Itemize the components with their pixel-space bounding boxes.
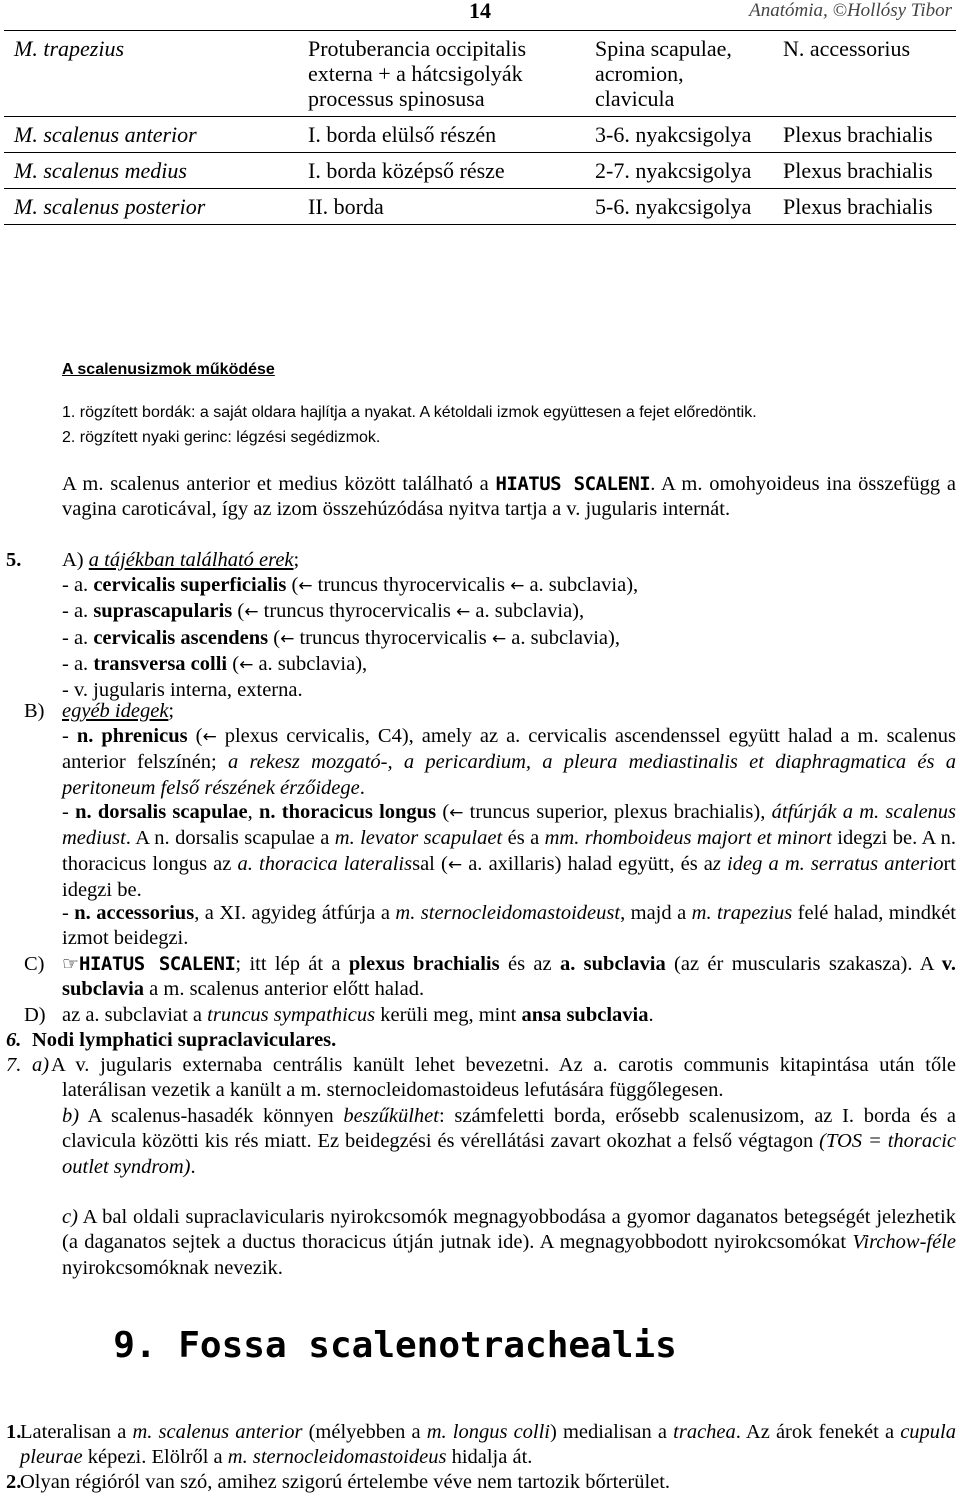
subtitle: a tájékban található erek — [88, 549, 294, 571]
muscle-cell: M. scalenus anterior — [4, 117, 298, 153]
section-9-item-1: Lateralisan a m. scalenus anterior (mélyebben a m. longus colli) medialisan a trachea. Az árok fenekét a cupula pleurae képezi. Elölről a m. sternocleidomastoideus hidalja át. — [20, 1421, 956, 1469]
arrow-left-icon: ← — [298, 576, 313, 596]
label: A) — [62, 549, 84, 571]
list-item: - v. jugularis interna, externa. — [62, 679, 303, 702]
arrow-left-icon: ← — [449, 803, 464, 823]
arrow-left-icon: ← — [244, 602, 259, 623]
item-5-c-paragraph: ☞HIATUS SCALENI; itt lép át a plexus brachialis és az a. subclavia (az ér muscularis szakasza). A v. subclavia a m. scalenus anterior előtt halad. — [62, 953, 956, 1001]
item-7-number: 7. — [6, 1054, 22, 1076]
insertion-cell: 2-7. nyakcsigolya — [585, 153, 773, 189]
insertion-cell: 3-6. nyakcsigolya — [585, 117, 773, 153]
muscle-cell: M. trapezius — [4, 31, 298, 117]
nerve-cell: Plexus brachialis — [773, 189, 956, 225]
item-5-d-paragraph: az a. subclaviat a truncus sympathicus kerüli meg, mint ansa subclavia. — [62, 1004, 654, 1026]
dorsalis-paragraph: - n. dorsalis scapulae, n. thoracicus longus (← truncus superior, plexus brachialis), átfúrják a m. scalenus mediust. A n. dorsalis scapulae a m. levator scapulaet és a mm. rhomboideus majort et minort idegzi be. A n. thoracicus longus az a. thoracica lateralissal (← a. axillaris) halad együtt, és az ideg a m. serratus anteriort idegzi be. — [62, 801, 957, 901]
hiatus-term: HIATUS SCALENI — [79, 953, 236, 975]
origin-cell: Protuberancia occipitalis externa + a hátcsigolyák processus spinosusa — [298, 31, 585, 117]
section-9-item-1-number: 1. — [6, 1421, 22, 1443]
item-6-number: 6. — [6, 1029, 22, 1051]
list-item: - a. transversa colli (← a. subclavia), — [62, 652, 368, 675]
function-item: 1. rögzített bordák: a saját oldara hajlítja a nyakat. A kétoldali izmok együttesen a fejet előredöntik. — [62, 404, 757, 421]
origin-cell: II. borda — [298, 189, 585, 225]
insertion-cell: 5-6. nyakcsigolya — [585, 189, 773, 225]
origin-cell: I. borda középső része — [298, 153, 585, 189]
text-run: . A m. omohyoideus ina összefügg a vagina caroticával, így az izom összehúzódása nyitva tartja a v. jugularis internát. — [62, 473, 956, 521]
item-7-a-paragraph: A v. jugularis externaba centrális kanült lehet bevezetni. Az a. carotis communis kitapintása után tőle laterálisan vezetik a kanült a m. sternocleidomastoideus lefutására függőlegesen. — [51, 1054, 956, 1102]
item-5-a-heading — [62, 548, 956, 573]
muscle-table — [4, 30, 956, 225]
table-row — [4, 117, 956, 153]
list-item: - a. cervicalis ascendens (← truncus thyrocervicalis ← a. subclavia), — [62, 626, 620, 649]
item-5-d-label: D) — [24, 1004, 46, 1026]
function-heading: A scalenusizmok működése — [62, 361, 275, 378]
item-7-b-paragraph: b) A scalenus-hasadék könnyen beszűkülhet: számfeletti borda, erősebb scalenusizom, az I. borda és a clavicula közötti kis rés miatt. Ez beidegzési és vérellátási zavart okozhat a felső végtagon (TOS = thoracic outlet syndrom). — [62, 1105, 957, 1178]
item-7-a-label: a) — [32, 1054, 50, 1076]
origin-cell: I. borda elülső részén — [298, 117, 585, 153]
item-5-b-heading: egyéb idegek; — [62, 700, 175, 722]
table-row — [4, 31, 956, 117]
arrow-left-icon: ← — [491, 628, 507, 649]
item-5-b-label: B) — [24, 700, 45, 722]
text-run: ; — [293, 549, 300, 571]
pointing-hand-icon: ☞ — [62, 953, 80, 975]
page-number: 14 — [469, 0, 491, 23]
section-title: 9. Fossa scalenotrachealis — [113, 1325, 677, 1366]
nerve-cell: Plexus brachialis — [773, 153, 956, 189]
arrow-left-icon: ← — [239, 654, 254, 675]
vessel-list — [62, 573, 956, 703]
table-row — [4, 189, 956, 225]
item-6-text: Nodi lymphatici supraclaviculares. — [32, 1029, 337, 1051]
item-5-number: 5. — [6, 549, 22, 571]
function-list — [62, 400, 757, 450]
nerve-cell: Plexus brachialis — [773, 117, 956, 153]
arrow-left-icon: ← — [280, 628, 295, 649]
muscle-cell: M. scalenus medius — [4, 153, 298, 189]
table-row — [4, 153, 956, 189]
arrow-left-icon: ← — [510, 576, 525, 596]
hiatus-term: HIATUS SCALENI — [495, 473, 651, 495]
text-run: A m. scalenus anterior et medius között található a — [62, 473, 496, 495]
hiatus-paragraph — [62, 472, 956, 523]
phrenicus-paragraph: - n. phrenicus (← plexus cervicalis, C4), amely az a. cervicalis ascendenssel együtt halad a m. scalenus anterior felszínén; a rekesz mozgató-, a pericardium, a pleura mediastinalis et diaphragmatica és a peritoneum felső részének érzőidege. — [62, 725, 957, 799]
list-item: - a. cervicalis superficialis (← truncus thyrocervicalis ← a. subclavia), — [62, 574, 639, 596]
item-7-c-paragraph: c) A bal oldali supraclavicularis nyirokcsomók megnagyobbodása a gyomor daganatos betegségét jelezhetik (a daganatos sejtek a ductus thoracicus útján jutnak ide). A megnagyobbodott nyirokcsomókat Virchow-féle nyirokcsomóknak nevezik. — [62, 1206, 956, 1279]
running-head: Anatómia, ©Hollósy Tibor — [749, 0, 952, 21]
list-item: - a. suprascapularis (← truncus thyrocervicalis ← a. subclavia), — [62, 600, 585, 623]
arrow-left-icon: ← — [447, 854, 463, 875]
arrow-left-icon: ← — [202, 727, 217, 747]
arrow-left-icon: ← — [456, 602, 471, 623]
section-9-item-2: Olyan régióról van szó, amihez szigorú értelembe véve nem tartozik bőrterület. — [20, 1471, 671, 1493]
section-9-item-2-number: 2. — [6, 1471, 22, 1493]
insertion-cell: Spina scapulae, acromion, clavicula — [585, 31, 773, 117]
muscle-cell: M. scalenus posterior — [4, 189, 298, 225]
accessorius-paragraph: - n. accessorius, a XI. agyideg átfúrja a m. sternocleidomastoideust, majd a m. trapezius felé halad, mindkét izmot beidegzi. — [62, 902, 956, 950]
subtitle: egyéb idegek — [62, 700, 169, 722]
function-item: 2. rögzített nyaki gerinc: légzési segédizmok. — [62, 429, 381, 446]
nerve-cell: N. accessorius — [773, 31, 956, 117]
item-5-c-label: C) — [24, 953, 45, 975]
